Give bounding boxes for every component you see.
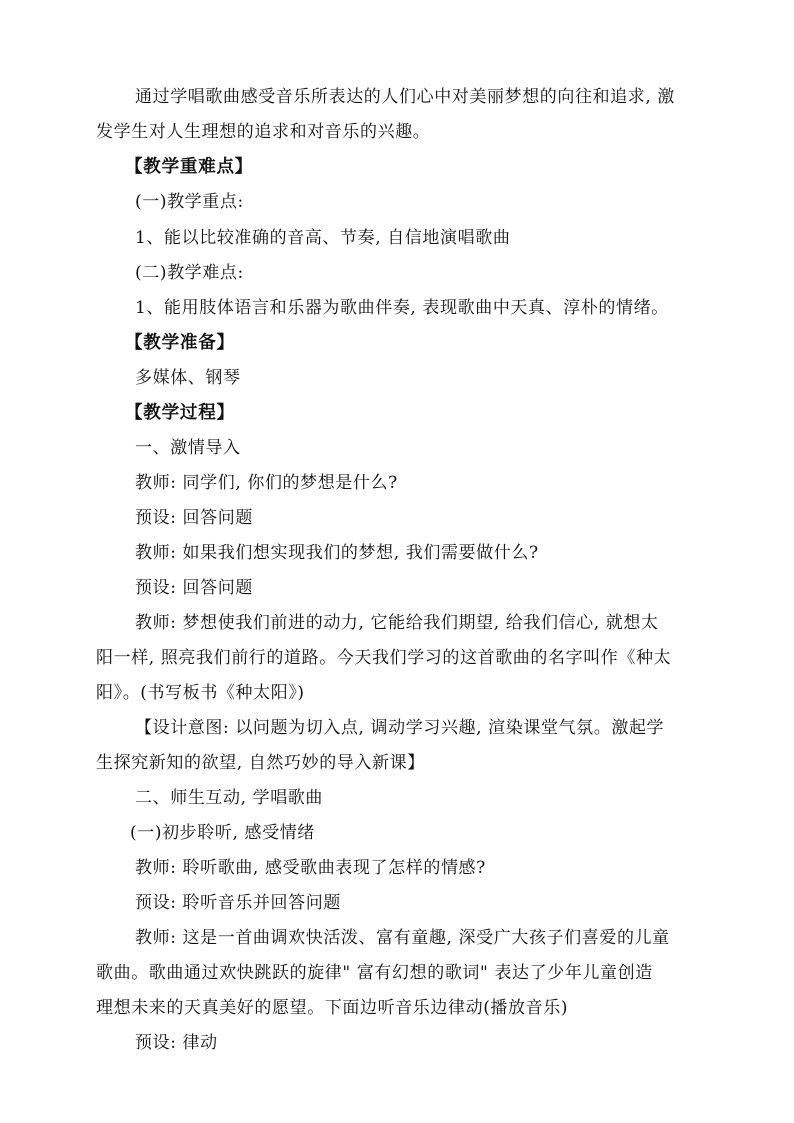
- subheading: 一、激情导入: [135, 438, 241, 458]
- list-item: 1、能以比较准确的音高、节奏, 自信地演唱歌曲: [135, 228, 511, 248]
- dialogue-line: 教师: 同学们, 你们的梦想是什么?: [135, 473, 398, 493]
- body-paragraph-line: 教师: 这是一首曲调欢快活泼、富有童趣, 深受广大孩子们喜爱的儿童: [135, 928, 670, 948]
- body-paragraph-line: 阳》。(书写板书《种太阳》): [96, 683, 305, 703]
- dialogue-line: 教师: 如果我们想实现我们的梦想, 我们需要做什么?: [135, 543, 539, 563]
- dialogue-line: 预设: 聆听音乐并回答问题: [135, 893, 341, 913]
- dialogue-line: 预设: 回答问题: [135, 508, 253, 528]
- subheading: (一)初步聆听, 感受情绪: [130, 823, 315, 843]
- subheading: (一)教学重点:: [135, 192, 244, 212]
- section-heading: 【教学准备】: [125, 333, 235, 353]
- body-paragraph-line: 阳一样, 照亮我们前行的道路。今天我们学习的这首歌曲的名字叫作《种太: [96, 648, 672, 668]
- subheading: (二)教学难点:: [135, 263, 244, 283]
- section-heading: 【教学重难点】: [125, 157, 254, 177]
- dialogue-line: 预设: 律动: [135, 1033, 218, 1053]
- body-text: 多媒体、钢琴: [135, 368, 241, 388]
- dialogue-line: 教师: 聆听歌曲, 感受歌曲表现了怎样的情感?: [135, 858, 486, 878]
- body-paragraph-line: 通过学唱歌曲感受音乐所表达的人们心中对美丽梦想的向往和追求, 激: [135, 87, 676, 107]
- design-intent-note: 生探究新知的欲望, 自然巧妙的导入新课】: [96, 753, 425, 773]
- body-paragraph-line: 歌曲。歌曲通过欢快跳跃的旋律" 富有幻想的歌词" 表达了少年儿童创造: [96, 963, 653, 983]
- design-intent-note: 【设计意图: 以问题为切入点, 调动学习兴趣, 渲染课堂气氛。激起学: [135, 718, 665, 738]
- body-paragraph-line: 教师: 梦想使我们前进的动力, 它能给我们期望, 给我们信心, 就想太: [135, 613, 659, 633]
- dialogue-line: 预设: 回答问题: [135, 578, 253, 598]
- body-paragraph-line: 发学生对人生理想的追求和对音乐的兴趣。: [96, 122, 431, 142]
- body-paragraph-line: 理想未来的天真美好的愿望。下面边听音乐边律动(播放音乐): [96, 998, 569, 1018]
- subheading: 二、师生互动, 学唱歌曲: [135, 788, 324, 808]
- list-item: 1、能用肢体语言和乐器为歌曲伴奏, 表现歌曲中天真、淳朴的情绪。: [135, 298, 669, 318]
- section-heading: 【教学过程】: [125, 403, 235, 423]
